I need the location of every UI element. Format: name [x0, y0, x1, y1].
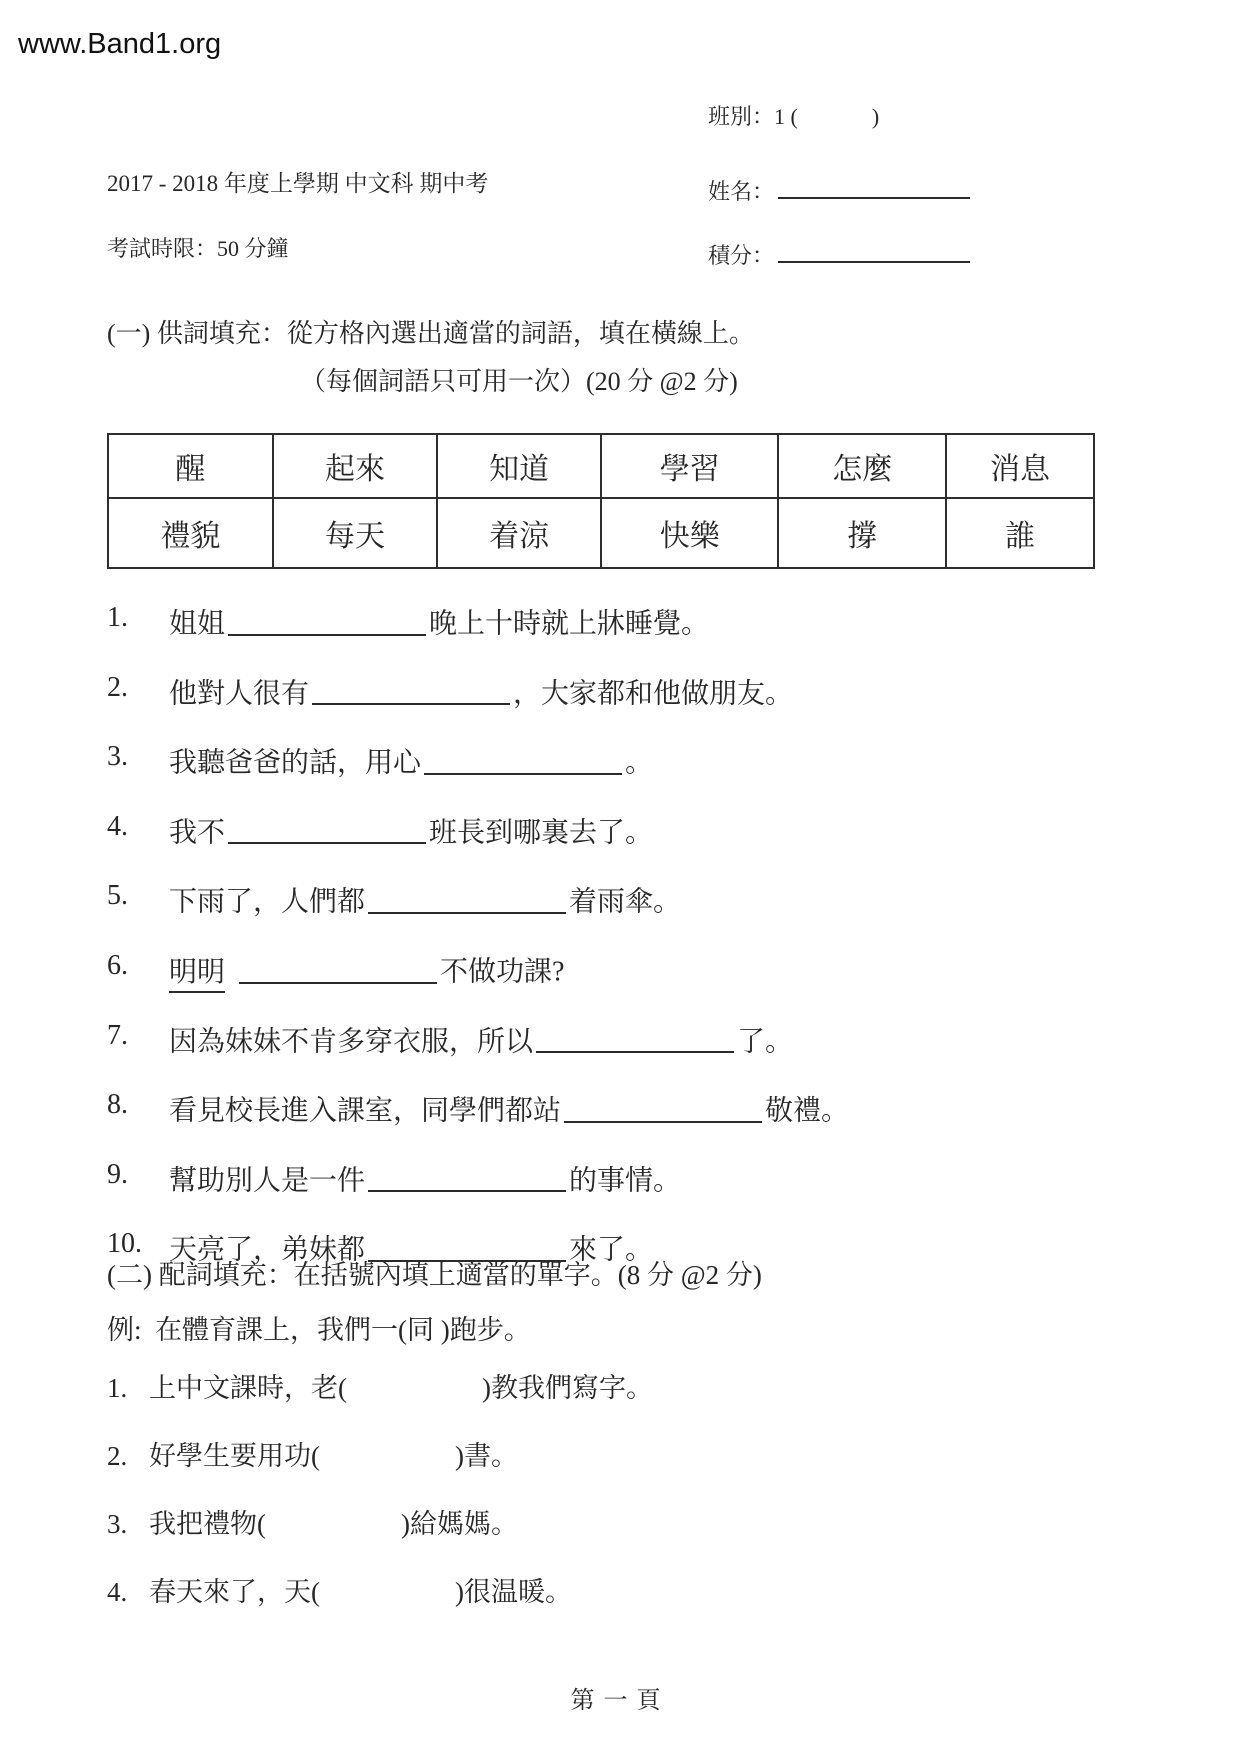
example-item [107, 1317, 1167, 1344]
question-number: 7. [107, 1019, 128, 1051]
answer-blank [239, 955, 437, 984]
question-text [149, 1579, 572, 1606]
question-number: 1. [107, 602, 128, 633]
question-pre: 我聽爸爸的話，用心 [169, 747, 422, 779]
name-label: 姓名： [708, 179, 775, 205]
question-number: 2. [107, 671, 128, 703]
example-text: 在體育課上，我們一(同 )跑步。 [155, 1315, 531, 1345]
question-text [169, 743, 653, 778]
example-number: 例: [107, 1315, 142, 1345]
question-text [169, 604, 709, 639]
score-line [778, 238, 970, 263]
question-text [169, 813, 653, 848]
question-number: 5. [107, 880, 128, 912]
answer-blank [228, 816, 426, 845]
word-bank-row [108, 498, 1094, 568]
answer-blank [368, 1233, 566, 1262]
answer-blank [312, 677, 510, 706]
class-label: 班別：1 ( [708, 104, 798, 129]
word-bank-cell: 每天 [273, 498, 438, 568]
word-bank-cell: 怎麼 [778, 434, 946, 498]
question-item [107, 882, 1167, 917]
question-post: 來了。 [569, 1234, 654, 1266]
question-pre: 我不 [169, 817, 226, 849]
time-limit: 考試時限：50 分鐘 [107, 236, 289, 261]
word-bank-cell: 撐 [778, 498, 946, 568]
question-text [169, 952, 564, 987]
question-text [169, 1022, 793, 1057]
question-text [169, 674, 793, 709]
question-item [107, 743, 1167, 778]
answer-blank [424, 746, 622, 775]
name-field [708, 174, 970, 204]
question-item [107, 1091, 1167, 1126]
question-number: 1. [107, 1373, 128, 1403]
answer-blank [228, 607, 426, 636]
score-label: 積分： [708, 243, 775, 269]
section1-questions [107, 604, 1167, 1300]
question-item [107, 1375, 1167, 1402]
question-post: )書。 [455, 1441, 518, 1471]
answer-blank [536, 1025, 734, 1054]
site-watermark: www.Band1.org [18, 28, 222, 60]
question-number: 3. [107, 1509, 128, 1539]
question-post: 不做功課? [440, 956, 565, 988]
question-post: ，大家都和他做朋友。 [513, 678, 794, 710]
class-field [708, 105, 879, 129]
word-bank-row [108, 434, 1094, 498]
question-number: 8. [107, 1089, 128, 1121]
question-post: )很温暖。 [455, 1577, 572, 1607]
answer-blank [368, 1164, 566, 1193]
question-number: 10. [107, 1228, 142, 1260]
question-pre: 上中文課時，老( [149, 1373, 347, 1403]
question-post: 敬禮。 [765, 1095, 850, 1127]
question-text [169, 1161, 681, 1196]
question-pre: 春天來了，天( [149, 1577, 320, 1607]
name-line [778, 174, 970, 199]
question-pre: 下雨了，人們都 [169, 886, 366, 918]
question-number: 9. [107, 1158, 128, 1190]
section2-heading: (二) 配詞填充：在括號內填上適當的單字。(8 分 @2 分) [107, 1260, 762, 1290]
section1-heading: (一) 供詞填充：從方格內選出適當的詞語，填在橫線上。 [107, 319, 755, 348]
word-bank-cell: 知道 [437, 434, 601, 498]
question-item [107, 1158, 1167, 1197]
question-post: )教我們寫字。 [482, 1373, 653, 1403]
question-item [107, 1579, 1167, 1606]
section1-note: （每個詞語只可用一次）(20 分 @2 分) [300, 367, 738, 396]
word-bank-cell: 起來 [273, 434, 438, 498]
word-bank-cell: 快樂 [601, 498, 778, 568]
question-post: 着雨傘。 [569, 886, 682, 918]
question-post: 了。 [737, 1026, 794, 1058]
page-footer: 第一頁 [570, 1688, 670, 1714]
question-pre: 他對人很有 [169, 678, 310, 710]
question-text [149, 1443, 518, 1470]
question-pre: 我把禮物( [149, 1509, 266, 1539]
question-text [169, 882, 681, 917]
question-pre: 因為妹妹不肯多穿衣服，所以 [169, 1026, 534, 1058]
question-item [107, 949, 1167, 988]
question-item [107, 604, 1167, 639]
question-pre-underlined: 明明 [169, 957, 225, 993]
question-number: 6. [107, 949, 128, 981]
question-text [149, 1375, 653, 1402]
word-bank-cell: 誰 [946, 498, 1094, 568]
word-bank-cell: 消息 [946, 434, 1094, 498]
answer-blank [564, 1094, 762, 1123]
question-pre: 幫助別人是一件 [169, 1165, 366, 1197]
question-post: 班長到哪裏去了。 [429, 817, 654, 849]
question-post: 晚上十時就上牀睡覺。 [429, 608, 710, 640]
question-number: 4. [107, 810, 128, 842]
word-bank-cell: 禮貌 [108, 498, 273, 568]
answer-blank [368, 885, 566, 914]
question-item [107, 1019, 1167, 1058]
question-item [107, 1511, 1167, 1538]
question-text [169, 1091, 849, 1126]
exam-title: 2017 - 2018 年度上學期 中文科 期中考 [107, 171, 489, 196]
question-item [107, 671, 1167, 710]
question-pre: 看見校長進入課室，同學們都站 [169, 1095, 562, 1127]
word-bank-table [107, 433, 1095, 569]
word-bank-cell: 着涼 [437, 498, 601, 568]
question-text [149, 1511, 518, 1538]
question-item [107, 810, 1167, 849]
word-bank-cell: 學習 [601, 434, 778, 498]
question-number: 4. [107, 1577, 128, 1607]
question-post: )給媽媽。 [401, 1509, 518, 1539]
question-pre: 天亮了，弟妹都 [169, 1234, 366, 1266]
question-pre: 姐姐 [169, 608, 226, 640]
question-pre: 好學生要用功( [149, 1441, 320, 1471]
question-number: 3. [107, 741, 128, 773]
score-field [708, 238, 970, 268]
class-paren-close: ) [871, 104, 880, 129]
word-bank-cell: 醒 [108, 434, 273, 498]
section2 [107, 1262, 1167, 1647]
question-post: 。 [625, 747, 654, 779]
question-number: 2. [107, 1441, 128, 1471]
question-item [107, 1443, 1167, 1470]
question-post: 的事情。 [569, 1165, 682, 1197]
